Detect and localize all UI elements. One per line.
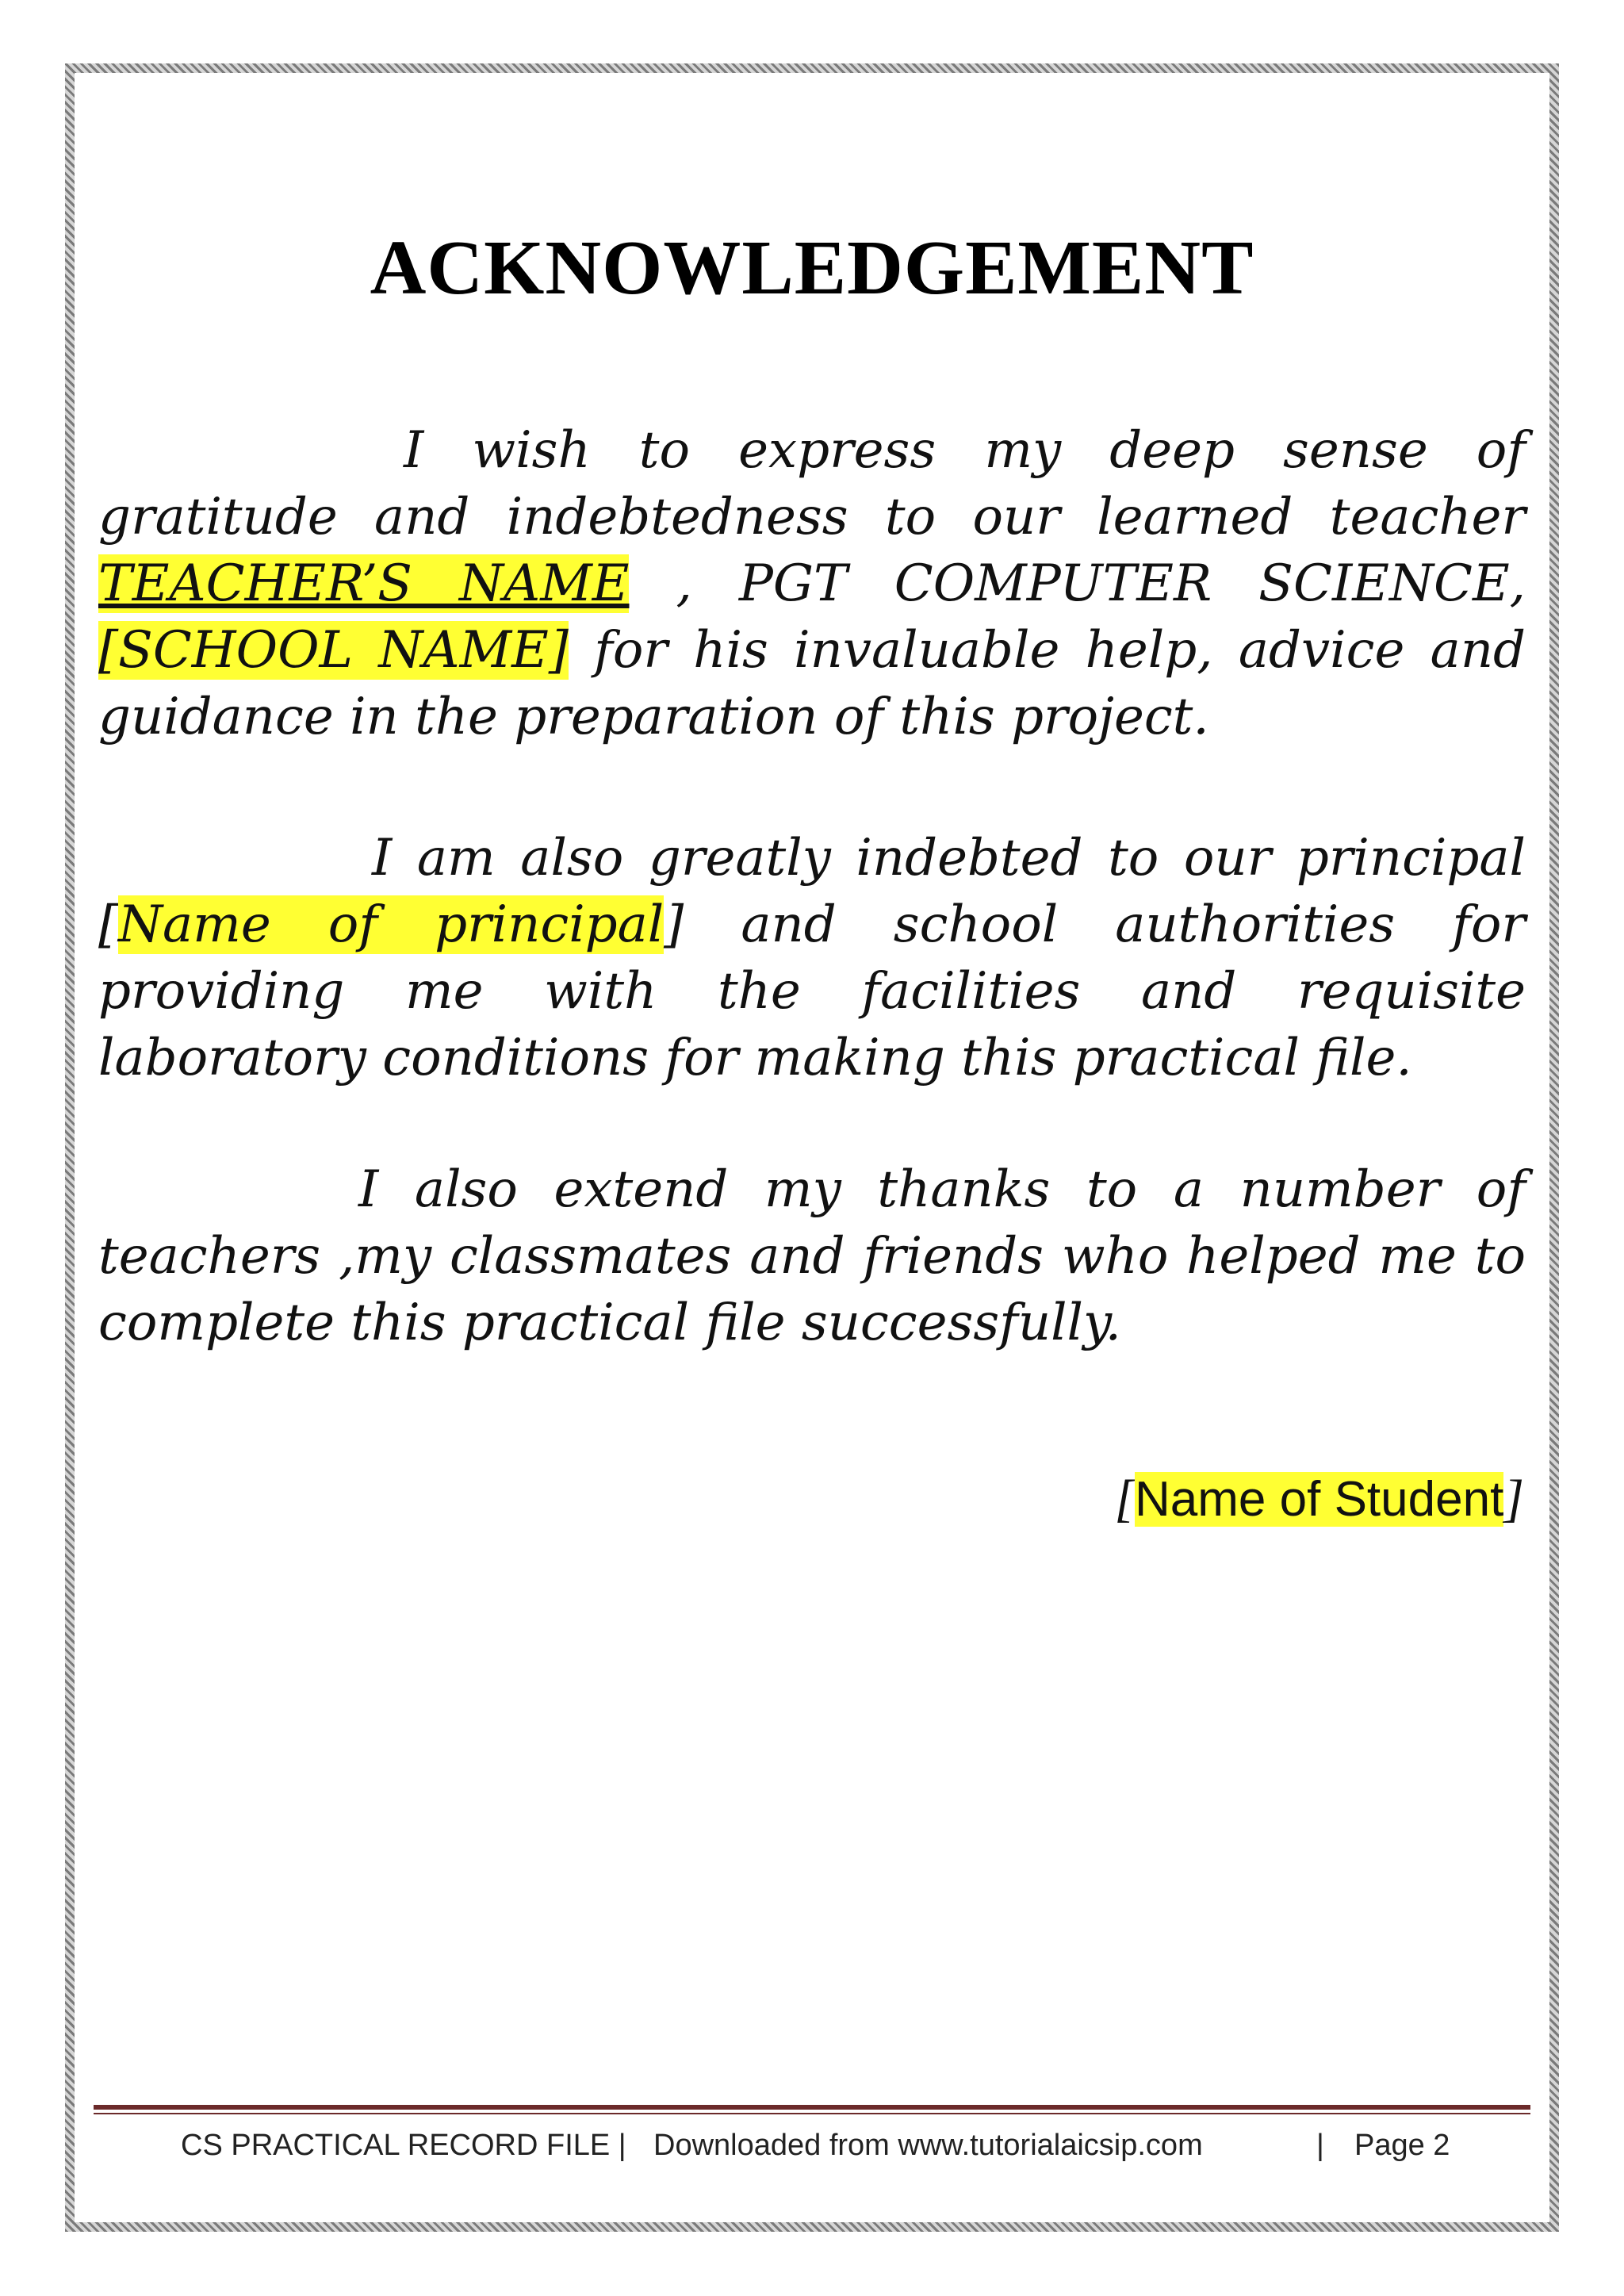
teacher-name-placeholder[interactable]: TEACHER’S NAME xyxy=(98,554,630,613)
student-name-placeholder[interactable]: Name of Student xyxy=(1135,1472,1504,1527)
signature-bracket-open: [ xyxy=(1114,1470,1136,1527)
para2-text-b: ] and school authorities for providing me with the facilities and requisite laboratory conditions for making this practical file. xyxy=(98,895,1526,1087)
para2-text-a: I am also greatly indebted to our principal xyxy=(372,829,1526,887)
para2-bracket-open: [ xyxy=(98,895,118,954)
acknowledgement-paragraph-2 xyxy=(98,825,1526,1091)
footer-page-number: Page 2 xyxy=(1354,2129,1450,2162)
footer-title: CS PRACTICAL RECORD FILE | xyxy=(181,2129,626,2162)
acknowledgement-paragraph-1 xyxy=(98,417,1526,750)
signature-bracket-close: ] xyxy=(1503,1470,1524,1527)
para1-text-a: I wish to express my deep sense of gratitude and indebtedness to our learned teacher xyxy=(98,421,1526,546)
page-border xyxy=(65,63,1559,2232)
acknowledgement-paragraph-3 xyxy=(98,1156,1526,1356)
page-footer xyxy=(0,2129,1624,2167)
principal-name-placeholder[interactable]: Name of principal xyxy=(117,895,665,954)
para1-text-c: for his invaluable help, advice and guidance in the preparation of this project. xyxy=(98,621,1526,746)
footer-download-link[interactable]: Downloaded from www.tutorialaicsip.com xyxy=(653,2129,1203,2162)
footer-rule-thin xyxy=(94,2113,1530,2114)
school-name-placeholder[interactable]: [SCHOOL NAME] xyxy=(98,621,569,680)
para1-text-b: , PGT COMPUTER SCIENCE, xyxy=(629,554,1526,613)
footer-separator: | xyxy=(1316,2129,1324,2162)
page-title: ACKNOWLEDGEMENT xyxy=(370,225,1254,311)
para3-text: I also extend my thanks to a number of teachers ,my classmates and friends who helped me to complete this practical file successfully. xyxy=(98,1160,1526,1352)
footer-rule-thick xyxy=(94,2105,1530,2110)
student-signature xyxy=(1114,1466,1524,1533)
